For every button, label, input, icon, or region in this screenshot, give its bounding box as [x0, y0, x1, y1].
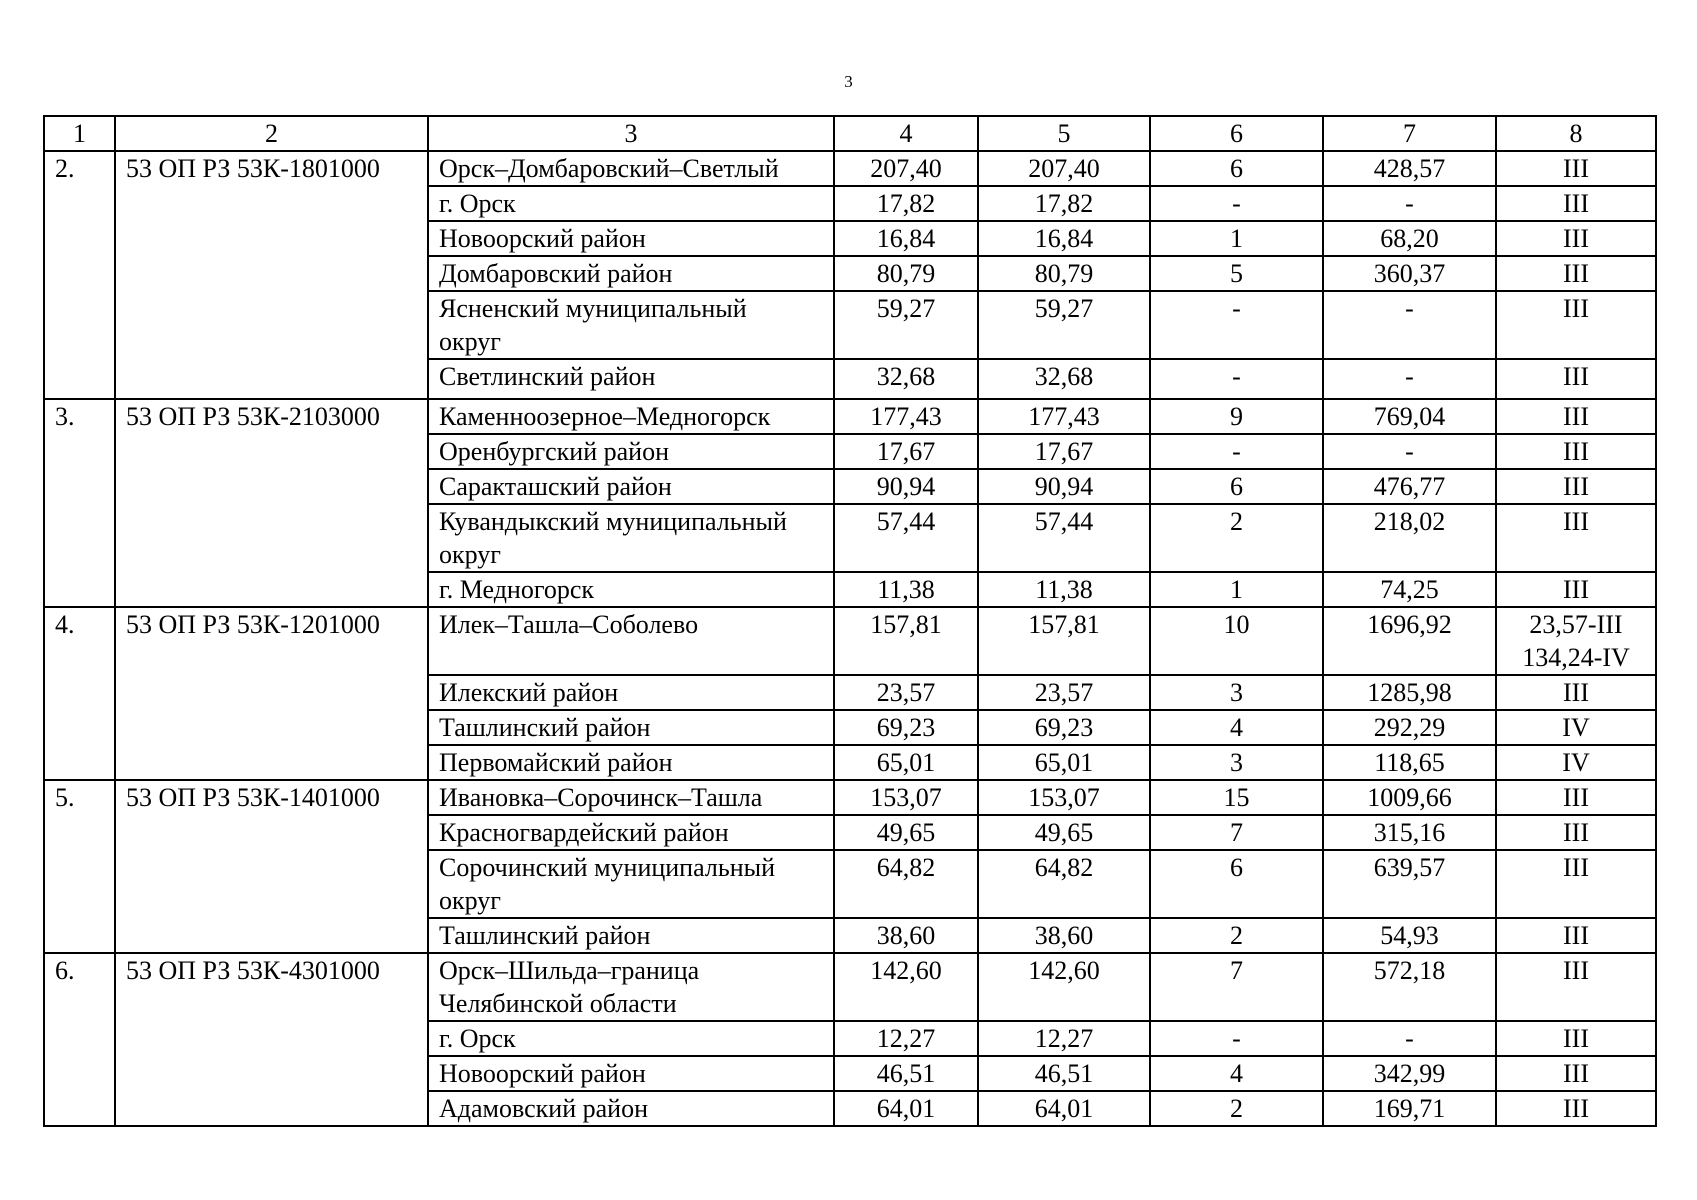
cell-line: III — [1563, 783, 1589, 812]
value-cell-c4: 69,23 — [834, 710, 978, 745]
value-cell-c7: 74,25 — [1323, 572, 1496, 607]
table-row — [44, 151, 1656, 186]
cell-line: Светлинский район — [439, 362, 656, 391]
value-cell-c4: 64,01 — [834, 1091, 978, 1126]
value-cell-c7: - — [1323, 359, 1496, 399]
category-cell — [1496, 186, 1656, 221]
value-cell-c7: 360,37 — [1323, 256, 1496, 291]
value-cell-c6: - — [1150, 434, 1323, 469]
cell-line: Ташлинский район — [439, 921, 651, 950]
value-cell-c6: 9 — [1150, 399, 1323, 434]
road-name-cell — [428, 953, 834, 1021]
cell-line: Илек–Ташла–Соболево — [439, 610, 699, 639]
table-body — [44, 116, 1656, 1126]
cell-line: IV — [1562, 713, 1590, 742]
cell-line: г. Медногорск — [439, 575, 595, 604]
category-cell — [1496, 815, 1656, 850]
value-cell-c7: 218,02 — [1323, 504, 1496, 572]
table-row — [44, 399, 1656, 434]
value-cell-c7: 639,57 — [1323, 850, 1496, 918]
value-cell-c6: 15 — [1150, 780, 1323, 815]
header-cell: 8 — [1496, 116, 1656, 151]
value-cell-c4: 49,65 — [834, 815, 978, 850]
road-code-cell: 53 ОП РЗ 53К-1201000 — [115, 607, 428, 780]
cell-line: III — [1563, 853, 1589, 882]
header-cell: 3 — [428, 116, 834, 151]
value-cell-c4: 90,94 — [834, 469, 978, 504]
value-cell-c4: 38,60 — [834, 918, 978, 953]
category-cell — [1496, 1091, 1656, 1126]
value-cell-c4: 57,44 — [834, 504, 978, 572]
road-name-cell — [428, 850, 834, 918]
cell-line: округ — [439, 327, 501, 356]
value-cell-c6: 6 — [1150, 850, 1323, 918]
cell-line: III — [1563, 294, 1589, 323]
value-cell-c6: 1 — [1150, 572, 1323, 607]
value-cell-c7: 1696,92 — [1323, 607, 1496, 675]
value-cell-c4: 153,07 — [834, 780, 978, 815]
value-cell-c5: 69,23 — [978, 710, 1150, 745]
cell-line: Орск–Шильда–граница — [439, 956, 700, 985]
value-cell-c7: 428,57 — [1323, 151, 1496, 186]
value-cell-c5: 90,94 — [978, 469, 1150, 504]
category-cell — [1496, 1021, 1656, 1056]
cell-line: Орск–Домбаровский–Светлый — [439, 154, 779, 183]
cell-line: III — [1563, 437, 1589, 466]
value-cell-c7: - — [1323, 434, 1496, 469]
category-cell — [1496, 710, 1656, 745]
value-cell-c7: - — [1323, 1021, 1496, 1056]
cell-line: III — [1563, 154, 1589, 183]
value-cell-c6: - — [1150, 186, 1323, 221]
value-cell-c4: 11,38 — [834, 572, 978, 607]
value-cell-c5: 59,27 — [978, 291, 1150, 359]
value-cell-c4: 16,84 — [834, 221, 978, 256]
value-cell-c6: 3 — [1150, 745, 1323, 780]
road-name-cell — [428, 434, 834, 469]
cell-line: округ — [439, 886, 501, 915]
road-code-cell: 53 ОП РЗ 53К-1401000 — [115, 780, 428, 953]
cell-line: III — [1563, 1024, 1589, 1053]
cell-line: III — [1563, 362, 1589, 391]
cell-line: Ивановка–Сорочинск–Ташла — [439, 783, 763, 812]
value-cell-c6: 6 — [1150, 469, 1323, 504]
cell-line: III — [1563, 259, 1589, 288]
road-name-cell — [428, 1091, 834, 1126]
value-cell-c5: 142,60 — [978, 953, 1150, 1021]
header-cell: 4 — [834, 116, 978, 151]
value-cell-c7: - — [1323, 186, 1496, 221]
road-name-cell — [428, 469, 834, 504]
category-cell — [1496, 469, 1656, 504]
road-name-cell — [428, 291, 834, 359]
cell-line: Оренбургский район — [439, 437, 670, 466]
road-name-cell — [428, 1021, 834, 1056]
road-name-cell — [428, 399, 834, 434]
value-cell-c5: 207,40 — [978, 151, 1150, 186]
cell-line: III — [1563, 956, 1589, 985]
cell-line: III — [1563, 224, 1589, 253]
value-cell-c7: 169,71 — [1323, 1091, 1496, 1126]
category-cell — [1496, 399, 1656, 434]
category-cell — [1496, 151, 1656, 186]
category-cell — [1496, 607, 1656, 675]
value-cell-c6: 4 — [1150, 710, 1323, 745]
cell-line: Ташлинский район — [439, 713, 651, 742]
cell-line: Новоорский район — [439, 1059, 646, 1088]
cell-line: округ — [439, 540, 501, 569]
value-cell-c7: 292,29 — [1323, 710, 1496, 745]
road-name-cell — [428, 710, 834, 745]
cell-line: Домбаровский район — [439, 259, 673, 288]
road-table — [43, 115, 1657, 1127]
value-cell-c7: 118,65 — [1323, 745, 1496, 780]
value-cell-c6: 7 — [1150, 953, 1323, 1021]
cell-line: III — [1563, 402, 1589, 431]
value-cell-c4: 46,51 — [834, 1056, 978, 1091]
category-cell — [1496, 434, 1656, 469]
value-cell-c5: 32,68 — [978, 359, 1150, 399]
cell-line: IV — [1562, 748, 1590, 777]
value-cell-c4: 59,27 — [834, 291, 978, 359]
cell-line: III — [1563, 921, 1589, 950]
road-code-cell: 53 ОП РЗ 53К-4301000 — [115, 953, 428, 1126]
road-code-cell: 53 ОП РЗ 53К-1801000 — [115, 151, 428, 399]
row-number-cell: 3. — [44, 399, 115, 607]
value-cell-c5: 17,67 — [978, 434, 1150, 469]
road-name-cell — [428, 359, 834, 399]
value-cell-c7: 68,20 — [1323, 221, 1496, 256]
row-number-cell: 2. — [44, 151, 115, 399]
road-name-cell — [428, 1056, 834, 1091]
category-cell — [1496, 504, 1656, 572]
cell-line: г. Орск — [439, 189, 516, 218]
value-cell-c6: - — [1150, 291, 1323, 359]
cell-line: III — [1563, 1059, 1589, 1088]
category-cell — [1496, 291, 1656, 359]
category-cell — [1496, 572, 1656, 607]
header-cell: 6 — [1150, 116, 1323, 151]
cell-line: 23,57-III — [1529, 610, 1623, 639]
value-cell-c4: 80,79 — [834, 256, 978, 291]
cell-line: г. Орск — [439, 1024, 516, 1053]
header-cell: 2 — [115, 116, 428, 151]
value-cell-c4: 157,81 — [834, 607, 978, 675]
category-cell — [1496, 953, 1656, 1021]
value-cell-c6: - — [1150, 359, 1323, 399]
cell-line: Сорочинский муниципальный — [439, 853, 775, 882]
value-cell-c5: 57,44 — [978, 504, 1150, 572]
value-cell-c6: 2 — [1150, 1091, 1323, 1126]
category-cell — [1496, 359, 1656, 399]
value-cell-c7: 1009,66 — [1323, 780, 1496, 815]
value-cell-c7: - — [1323, 291, 1496, 359]
value-cell-c7: 572,18 — [1323, 953, 1496, 1021]
value-cell-c4: 142,60 — [834, 953, 978, 1021]
category-cell — [1496, 850, 1656, 918]
road-name-cell — [428, 221, 834, 256]
road-name-cell — [428, 256, 834, 291]
value-cell-c5: 17,82 — [978, 186, 1150, 221]
value-cell-c4: 23,57 — [834, 675, 978, 710]
value-cell-c4: 17,82 — [834, 186, 978, 221]
cell-line: Каменноозерное–Медногорск — [439, 402, 771, 431]
value-cell-c5: 11,38 — [978, 572, 1150, 607]
road-name-cell — [428, 675, 834, 710]
cell-line: Красногвардейский район — [439, 818, 729, 847]
cell-line: III — [1563, 818, 1589, 847]
cell-line: Ясненский муниципальный — [439, 294, 747, 323]
cell-line: III — [1563, 1094, 1589, 1123]
value-cell-c6: 7 — [1150, 815, 1323, 850]
value-cell-c7: 476,77 — [1323, 469, 1496, 504]
header-row — [44, 116, 1656, 151]
value-cell-c6: 2 — [1150, 504, 1323, 572]
table-row — [44, 780, 1656, 815]
road-name-cell — [428, 151, 834, 186]
value-cell-c5: 177,43 — [978, 399, 1150, 434]
value-cell-c5: 157,81 — [978, 607, 1150, 675]
value-cell-c4: 65,01 — [834, 745, 978, 780]
cell-line: Саракташский район — [439, 472, 672, 501]
value-cell-c6: 2 — [1150, 918, 1323, 953]
cell-line: III — [1563, 575, 1589, 604]
row-number-cell: 5. — [44, 780, 115, 953]
cell-line: Новоорский район — [439, 224, 646, 253]
value-cell-c6: - — [1150, 1021, 1323, 1056]
road-name-cell — [428, 918, 834, 953]
value-cell-c6: 6 — [1150, 151, 1323, 186]
road-name-cell — [428, 815, 834, 850]
row-number-cell: 6. — [44, 953, 115, 1126]
page-number: 3 — [844, 72, 853, 91]
category-cell — [1496, 256, 1656, 291]
category-cell — [1496, 675, 1656, 710]
value-cell-c5: 23,57 — [978, 675, 1150, 710]
value-cell-c6: 1 — [1150, 221, 1323, 256]
road-name-cell — [428, 572, 834, 607]
cell-line: 134,24-IV — [1522, 643, 1630, 672]
value-cell-c7: 1285,98 — [1323, 675, 1496, 710]
category-cell — [1496, 780, 1656, 815]
value-cell-c4: 32,68 — [834, 359, 978, 399]
road-name-cell — [428, 186, 834, 221]
value-cell-c5: 153,07 — [978, 780, 1150, 815]
value-cell-c5: 16,84 — [978, 221, 1150, 256]
value-cell-c7: 315,16 — [1323, 815, 1496, 850]
value-cell-c6: 4 — [1150, 1056, 1323, 1091]
road-code-cell: 53 ОП РЗ 53К-2103000 — [115, 399, 428, 607]
road-name-cell — [428, 780, 834, 815]
value-cell-c4: 207,40 — [834, 151, 978, 186]
value-cell-c5: 38,60 — [978, 918, 1150, 953]
row-number-cell: 4. — [44, 607, 115, 780]
value-cell-c7: 769,04 — [1323, 399, 1496, 434]
road-name-cell — [428, 607, 834, 675]
cell-line: Илекский район — [439, 678, 619, 707]
value-cell-c4: 177,43 — [834, 399, 978, 434]
header-cell: 5 — [978, 116, 1150, 151]
value-cell-c4: 64,82 — [834, 850, 978, 918]
value-cell-c5: 65,01 — [978, 745, 1150, 780]
table-row — [44, 953, 1656, 1021]
road-name-cell — [428, 745, 834, 780]
header-cell: 1 — [44, 116, 115, 151]
table-row — [44, 607, 1656, 675]
cell-line: Кувандыкский муниципальный — [439, 507, 787, 536]
value-cell-c7: 54,93 — [1323, 918, 1496, 953]
cell-line: III — [1563, 472, 1589, 501]
value-cell-c5: 49,65 — [978, 815, 1150, 850]
category-cell — [1496, 221, 1656, 256]
value-cell-c5: 64,01 — [978, 1091, 1150, 1126]
header-cell: 7 — [1323, 116, 1496, 151]
value-cell-c7: 342,99 — [1323, 1056, 1496, 1091]
value-cell-c5: 64,82 — [978, 850, 1150, 918]
category-cell — [1496, 918, 1656, 953]
cell-line: Первомайский район — [439, 748, 673, 777]
category-cell — [1496, 1056, 1656, 1091]
value-cell-c4: 12,27 — [834, 1021, 978, 1056]
cell-line: Адамовский район — [439, 1094, 648, 1123]
value-cell-c4: 17,67 — [834, 434, 978, 469]
cell-line: Челябинской области — [439, 989, 677, 1018]
cell-line: III — [1563, 678, 1589, 707]
category-cell — [1496, 745, 1656, 780]
value-cell-c6: 3 — [1150, 675, 1323, 710]
value-cell-c6: 5 — [1150, 256, 1323, 291]
cell-line: III — [1563, 507, 1589, 536]
cell-line: III — [1563, 189, 1589, 218]
value-cell-c5: 12,27 — [978, 1021, 1150, 1056]
road-name-cell — [428, 504, 834, 572]
value-cell-c5: 46,51 — [978, 1056, 1150, 1091]
value-cell-c5: 80,79 — [978, 256, 1150, 291]
value-cell-c6: 10 — [1150, 607, 1323, 675]
